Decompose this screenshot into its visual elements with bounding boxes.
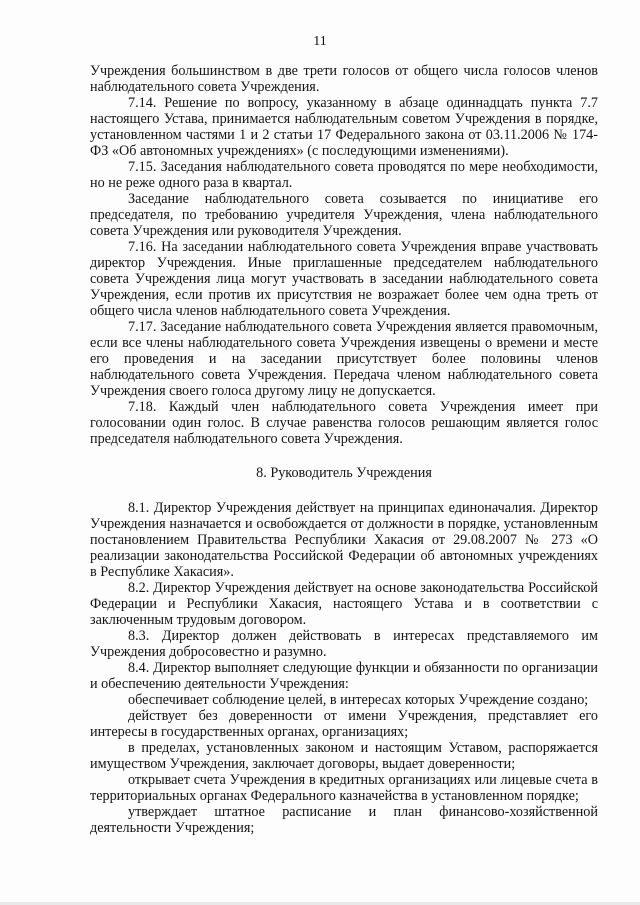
paragraph-8-3: 8.3. Директор должен действовать в интересах представляемого им Учреждения добросовестно и разумно. xyxy=(90,628,598,660)
paragraph-8-2: 8.2. Директор Учреждения действует на основе законодательства Российской Федерации и Республики Хакасия, настоящего Устава и в соответствии с заключенным трудовым договором. xyxy=(90,580,598,628)
paragraph-8-4: 8.4. Директор выполняет следующие функции и обязанности по организации и обеспечению деятельности Учреждения: xyxy=(90,660,598,692)
paragraph-7-16: 7.16. На заседании наблюдательного совета Учреждения вправе участвовать директор Учреждения. Иные приглашенные председателем наблюдательного совета Учреждения лица могут участвовать в заседании наблюдательного совета Учреждения, если против их присутствия не возражает более чем одна треть от общего числа членов наблюдательного совета Учреждения. xyxy=(90,239,598,319)
paragraph-7-18: 7.18. Каждый член наблюдательного совета Учреждения имеет при голосовании один голос. В случае равенства голосов решающим является голос председателя наблюдательного совета Учреждения. xyxy=(90,399,598,447)
paragraph-continuation: Учреждения большинством в две трети голосов от общего числа голосов членов наблюдательного совета Учреждения. xyxy=(90,63,598,95)
list-item-goals: обеспечивает соблюдение целей, в интересах которых Учреждение создано; xyxy=(128,692,589,708)
paragraph-meeting-convocation: Заседание наблюдательного совета созывается по инициативе его председателя, по требованию учредителя Учреждения, члена наблюдательного совета Учреждения или руководителя Учреждения. xyxy=(90,191,598,239)
paragraph-8-1: 8.1. Директор Учреждения действует на принципах единоначалия. Директор Учреждения назначается и освобождается от должности в порядке, установленным постановлением Правительства Республики Хакасия от 29.08.2007 № 273 «О реализации законодательства Российской Федерации об автономных учреждениях в Республике Хакасия». xyxy=(90,500,598,580)
section-heading: 8. Руководитель Учреждения xyxy=(256,465,432,481)
paragraph-7-15: 7.15. Заседания наблюдательного совета проводятся по мере необходимости, но не реже одного раза в квартал. xyxy=(90,159,598,191)
list-item-staffing: утверждает штатное расписание и план финансово-хозяйственной деятельности Учреждения; xyxy=(90,804,598,836)
list-item-accounts: открывает счета Учреждения в кредитных организациях или лицевые счета в территориальных органах Федерального казначейства в установленном порядке; xyxy=(90,772,598,804)
paragraph-7-17: 7.17. Заседание наблюдательного совета Учреждения является правомочным, если все члены наблюдательного совета Учреждения извещены о времени и месте его проведения и на заседании присутствует более половины членов наблюдательного совета Учреждения. Передача членом наблюдательного совета Учреждения своего голоса другому лицу не допускается. xyxy=(90,319,598,399)
list-item-property: в пределах, установленных законом и настоящим Уставом, распоряжается имуществом Учреждения, заключает договоры, выдает доверенности; xyxy=(90,740,598,772)
list-item-representation: действует без доверенности от имени Учреждения, представляет его интересы в государственных органах, организациях; xyxy=(90,708,598,740)
paragraph-7-14: 7.14. Решение по вопросу, указанному в абзаце одиннадцать пункта 7.7 настоящего Устава, принимается наблюдательным советом Учреждения в порядке, установленном частями 1 и 2 статьи 17 Федерального закона от 03.11.2006 № 174-ФЗ «Об автономных учреждениях» (с последующими изменениями). xyxy=(90,95,598,159)
page-number: 11 xyxy=(313,34,327,49)
document-body xyxy=(90,63,598,836)
